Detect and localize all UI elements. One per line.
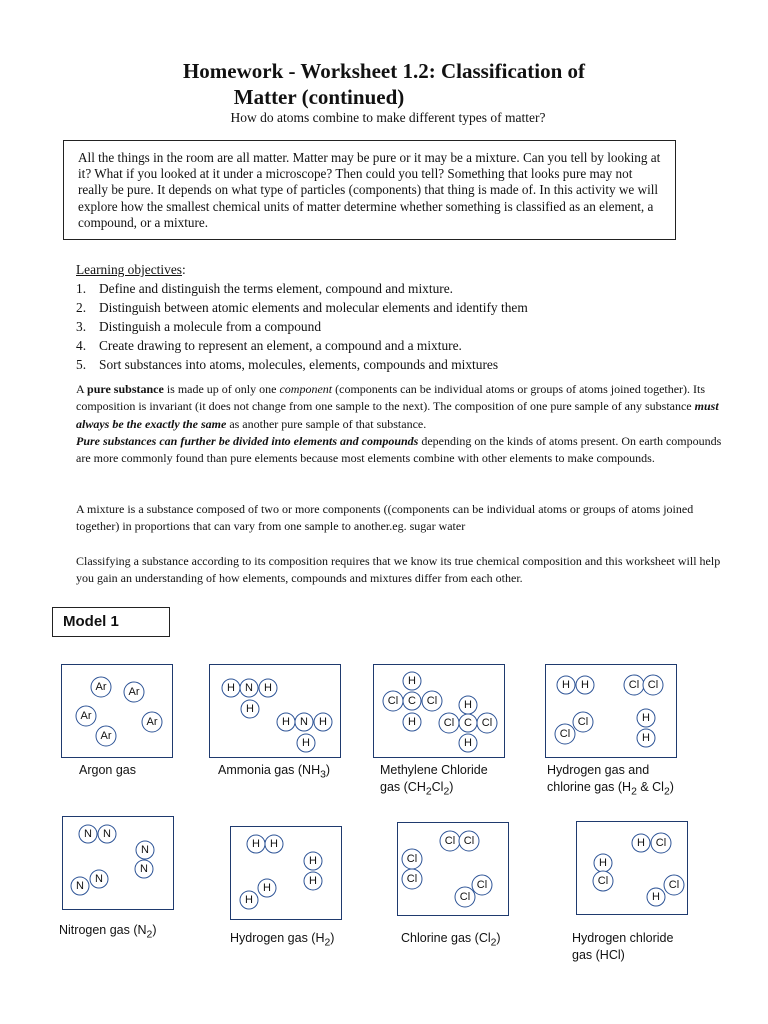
atom-c <box>403 692 421 710</box>
atom-h <box>258 879 276 897</box>
caption-nitrogen: Nitrogen gas $(N_2)$ <box>59 923 157 941</box>
classification-paragraph: Classifying a substance according to its composition requires that we know its true chemical composition and this worksheet will help you gain an understanding of how elements, compounds and mixtures differ from each other. <box>76 554 721 586</box>
intro-text: All the things in the room are all matter. Matter may be pure or it may be a mixture. Can you tell by looking at it? What if you looked at it under a microscope? Then could you tell? Something that looks pure may not really be pure. It depends on what type of particles (components) that thing is made of. In this activity we will explore how the smallest chemical units of matter determine whether something is classified as an element, a compound, or a mixture. <box>78 150 661 230</box>
text-run: depending on the kinds of atoms present. On earth compounds are more commonly found than pure elements because most elements combine with other elements to make compounds. <box>76 433 722 466</box>
atom-n <box>240 679 258 697</box>
learning-objectives <box>76 260 716 374</box>
atom-h <box>637 729 655 747</box>
atom-cl <box>593 871 613 891</box>
atom-label: N <box>76 880 84 892</box>
atom-label: H <box>270 838 278 850</box>
atom-label: H <box>642 732 650 744</box>
panel-hydrogen-chloride <box>576 821 688 915</box>
caption-chlorine: Chlorine gas $(Cl_2)$ <box>401 931 501 949</box>
objective-item <box>76 355 716 374</box>
atom-h <box>240 891 258 909</box>
text-run: (components can be individual atoms or groups of atoms joined together). Its composition is invariant (it does not change from one sample to the next). The composition of one pure sample of any substance <box>76 382 706 414</box>
atom-label: N <box>103 828 111 840</box>
subtitle: How do atoms combine to make different types of matter? <box>230 110 546 125</box>
objective-text: Sort substances into atoms, molecules, elements, compounds and mixtures <box>99 357 499 372</box>
caption-ammonia: Ammonia gas $(NH_3)$ <box>218 763 331 781</box>
atom-label: H <box>246 703 254 715</box>
atom-h <box>304 852 322 870</box>
pure-substance-paragraph <box>76 381 731 467</box>
atom-label: Cl <box>476 879 488 891</box>
atom-n <box>295 713 313 731</box>
atom-label: H <box>302 737 310 749</box>
atom-label: H <box>309 875 317 887</box>
panel-chlorine <box>397 822 509 916</box>
atom-label: Cl <box>577 716 589 728</box>
atom-h <box>459 734 477 752</box>
atom-label: N <box>245 682 253 694</box>
atom-h <box>277 713 295 731</box>
atom-n <box>136 841 154 859</box>
atom-label: H <box>599 857 607 869</box>
panel-nitrogen <box>62 816 174 910</box>
atom-label: Cl <box>655 837 667 849</box>
atom-cl <box>459 831 479 851</box>
atom-h <box>259 679 277 697</box>
pure-substance-term: pure substance <box>87 382 164 396</box>
atom-h <box>247 835 265 853</box>
atom-h <box>647 888 665 906</box>
objectives-heading-colon: : <box>181 262 186 277</box>
atom-label: Cl <box>444 835 456 847</box>
atom-label: H <box>309 855 317 867</box>
atom-label: Cl <box>406 873 418 885</box>
text-run: is made up of only one <box>163 382 280 396</box>
atom-label: N <box>140 863 148 875</box>
atom-label: Cl <box>426 695 438 707</box>
atom-cl <box>643 675 663 695</box>
atom-label: H <box>408 675 416 687</box>
atom-label: C <box>408 695 416 707</box>
objective-text: Define and distinguish the terms element, compound and mixture. <box>99 281 454 296</box>
caption-argon: Argon gas <box>79 763 136 777</box>
objective-item <box>76 279 716 298</box>
title-line-1: Homework - Worksheet 1.2: Classification of <box>182 59 586 83</box>
component-term: component <box>279 382 333 396</box>
atom-label: Ar <box>128 686 140 698</box>
objective-number: 4. <box>76 338 87 353</box>
atom-label: H <box>637 837 645 849</box>
atom-label: H <box>408 716 416 728</box>
objective-text: Create drawing to represent an element, a compound and a mixture. <box>99 338 462 353</box>
atom-h <box>632 834 650 852</box>
panel-methylene-chloride <box>373 664 505 758</box>
atom-ar <box>91 677 111 697</box>
atom-h <box>637 709 655 727</box>
emphasis-text: must always be the exactly the same <box>76 399 719 431</box>
atom-cl <box>440 831 460 851</box>
caption-hydrogen-chlorine: Hydrogen gas and chlorine gas ($H_2$ & $Cl_2$) <box>547 763 674 798</box>
atom-n <box>79 825 97 843</box>
atom-label: Ar <box>80 710 92 722</box>
atom-cl <box>651 833 671 853</box>
atom-label: Cl <box>597 875 609 887</box>
atom-label: H <box>581 679 589 691</box>
atom-label: H <box>642 712 650 724</box>
atom-label: N <box>95 873 103 885</box>
text-run: A <box>76 382 88 396</box>
panel-hydrogen <box>230 826 342 920</box>
objective-number: 1. <box>76 281 87 296</box>
atom-label: Cl <box>668 879 680 891</box>
atom-cl <box>664 875 684 895</box>
model-1-label: Model 1 <box>52 607 170 637</box>
atom-label: Cl <box>387 695 399 707</box>
atom-cl <box>422 691 442 711</box>
atom-label: H <box>263 882 271 894</box>
atom-h <box>314 713 332 731</box>
atom-cl <box>402 869 422 889</box>
atom-label: H <box>245 894 253 906</box>
atom-ar <box>76 706 96 726</box>
atom-h <box>576 676 594 694</box>
atom-cl <box>472 875 492 895</box>
atom-label: Ar <box>95 681 107 693</box>
caption-hydrogen: Hydrogen gas $(H_2)$ <box>230 931 335 949</box>
atom-label: Ar <box>100 730 112 742</box>
atom-label: Cl <box>459 891 471 903</box>
objective-number: 5. <box>76 357 87 372</box>
atom-label: Cl <box>628 679 640 691</box>
atom-label: H <box>252 838 260 850</box>
atom-h <box>222 679 240 697</box>
atom-h <box>403 713 421 731</box>
atom-c <box>459 714 477 732</box>
atom-label: Cl <box>463 835 475 847</box>
atom-label: N <box>141 844 149 856</box>
atom-ar <box>96 726 116 746</box>
text-run: as another pure sample of that substance. <box>226 416 427 431</box>
atom-label: Cl <box>481 717 493 729</box>
atom-cl <box>439 713 459 733</box>
atom-cl <box>455 887 475 907</box>
atom-h <box>459 696 477 714</box>
panel-hydrogen-chlorine <box>545 664 677 758</box>
intro-box <box>63 140 676 240</box>
atom-h <box>403 672 421 690</box>
objective-text: Distinguish between atomic elements and molecular elements and identify them <box>99 300 528 315</box>
atom-label: H <box>652 891 660 903</box>
atom-h <box>241 700 259 718</box>
atom-n <box>98 825 116 843</box>
objective-item <box>76 336 716 355</box>
atom-label: H <box>264 682 272 694</box>
objective-number: 3. <box>76 319 87 334</box>
objective-number: 2. <box>76 300 87 315</box>
atom-label: Cl <box>559 728 571 740</box>
atom-h <box>297 734 315 752</box>
atom-cl <box>573 712 593 732</box>
atom-label: N <box>84 828 92 840</box>
atom-label: H <box>227 682 235 694</box>
atom-label: Cl <box>647 679 659 691</box>
mixture-paragraph: A mixture is a substance composed of two or more components ((components can be individual atoms or groups of atoms joined together) in proportions that can vary from one sample to another.eg. sugar water <box>76 502 694 534</box>
atom-cl <box>402 849 422 869</box>
caption-hydrogen-chloride: Hydrogen chloride gas (HCl) <box>572 931 674 962</box>
atom-h <box>557 676 575 694</box>
atom-label: C <box>464 717 472 729</box>
panel-ammonia <box>209 664 341 758</box>
title-line-2: Matter (continued) <box>233 85 405 109</box>
atom-h <box>304 872 322 890</box>
atom-label: H <box>464 737 472 749</box>
objective-text: Distinguish a molecule from a compound <box>99 319 322 334</box>
caption-methylene-chloride: Methylene Chloride gas $(CH_2Cl_2)$ <box>380 763 488 798</box>
atom-cl <box>383 691 403 711</box>
atom-h <box>594 854 612 872</box>
atom-n <box>90 870 108 888</box>
atom-n <box>71 877 89 895</box>
atom-label: Ar <box>146 716 158 728</box>
worksheet-title <box>0 58 768 110</box>
objective-item <box>76 298 716 317</box>
atom-n <box>135 860 153 878</box>
emphasis-heading: Pure substances can further be divided into elements and compounds <box>76 433 419 448</box>
atom-ar <box>124 682 144 702</box>
atom-label: N <box>300 716 308 728</box>
atom-label: H <box>319 716 327 728</box>
panel-argon <box>61 664 173 758</box>
atom-label: H <box>562 679 570 691</box>
atom-label: Cl <box>443 717 455 729</box>
atom-cl <box>624 675 644 695</box>
objectives-heading: Learning objectives <box>76 262 182 277</box>
atom-label: H <box>282 716 290 728</box>
objective-item <box>76 317 716 336</box>
atom-label: H <box>464 699 472 711</box>
atom-cl <box>477 713 497 733</box>
atom-h <box>265 835 283 853</box>
atom-label: Cl <box>406 853 418 865</box>
atom-ar <box>142 712 162 732</box>
atom-cl <box>555 724 575 744</box>
